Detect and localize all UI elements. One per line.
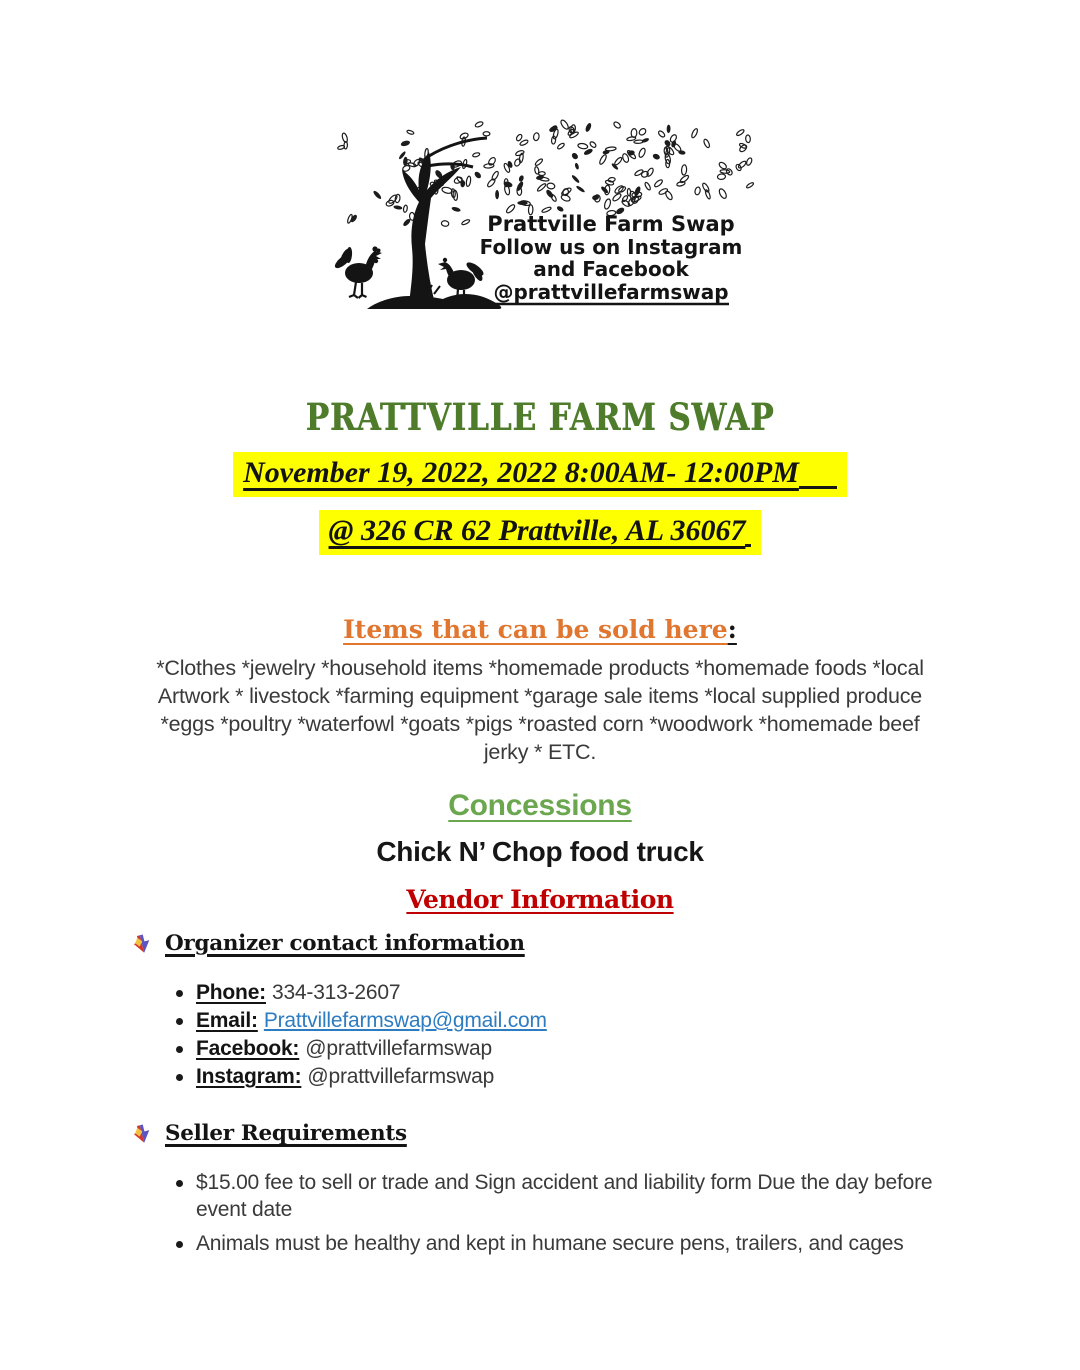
vendor-information-heading: Vendor Information [406,885,674,914]
colored-arrow-bullet-icon [130,933,154,955]
email-label: Email: [196,1009,258,1032]
colored-arrow-bullet-icon [130,1123,154,1145]
event-datetime-line [0,452,1080,497]
food-truck-name: Chick N’ Chop food truck [376,836,704,867]
items-heading: Items that can be sold here: [343,615,737,644]
list-item [176,1063,1080,1091]
page-title: PRATTVILLE FARM SWAP [305,395,775,439]
email-link[interactable]: Prattvillefarmswap@gmail.com [263,1009,547,1032]
items-line: Artwork * livestock *farming equipment *garage sale items *local supplied produce [157,684,923,708]
organizer-contact-heading: Organizer contact information [0,931,1080,956]
list-item [176,1230,1080,1257]
list-item [176,1007,1080,1035]
logo-title: Prattville Farm Swap [487,212,735,236]
logo-follow-line: Follow us on Instagram [479,235,743,259]
phone-value: 334-313-2607 [271,981,401,1004]
tree-leaves-icon [337,119,754,227]
rooster-icon [333,246,382,298]
list-item [176,1169,1080,1223]
event-location: @ 326 CR 62 Prattville, AL 36067 [328,514,746,547]
phone-label: Phone: [196,981,266,1004]
list-item [176,979,1080,1007]
bullet-dot-icon [176,1074,183,1081]
concessions-heading: Concessions [448,789,632,822]
items-line: *Clothes *jewelry *household items *homemade products *homemade foods *local [156,656,924,680]
bullet-dot-icon [176,1180,183,1187]
seller-requirements-heading: Seller Requirements [0,1121,1080,1146]
requirement-text: $15.00 fee to sell or trade and Sign accident and liability form Due the day before event date [196,1171,933,1221]
logo-facebook-line: and Facebook [533,257,689,281]
logo [0,0,1080,321]
event-datetime: November 19, 2022, 2022 8:00AM- 12:00PM [243,456,799,489]
instagram-value: @prattvillefarmswap [307,1065,495,1088]
ground-icon [367,284,501,309]
list-item [176,1035,1080,1063]
logo-social-handle: @prattvillefarmswap [493,280,729,304]
seller-requirements-list [0,1169,1080,1257]
bullet-dot-icon [176,1046,183,1053]
bullet-dot-icon [176,1018,183,1025]
requirement-text: Animals must be healthy and kept in humane secure pens, trailers, and cages [196,1232,904,1255]
instagram-label: Instagram: [196,1065,302,1088]
facebook-value: @prattvillefarmswap [305,1037,492,1060]
bullet-dot-icon [176,1241,183,1248]
items-line: *eggs *poultry *waterfowl *goats *pigs *roasted corn *woodwork *homemade beef [160,712,920,736]
event-location-line [0,510,1080,555]
items-list-paragraph [110,654,970,766]
facebook-label: Facebook: [196,1037,300,1060]
items-line: jerky * ETC. [483,740,597,764]
farm-swap-logo-image [325,118,755,316]
organizer-contact-list [0,979,1080,1091]
bullet-dot-icon [176,990,183,997]
